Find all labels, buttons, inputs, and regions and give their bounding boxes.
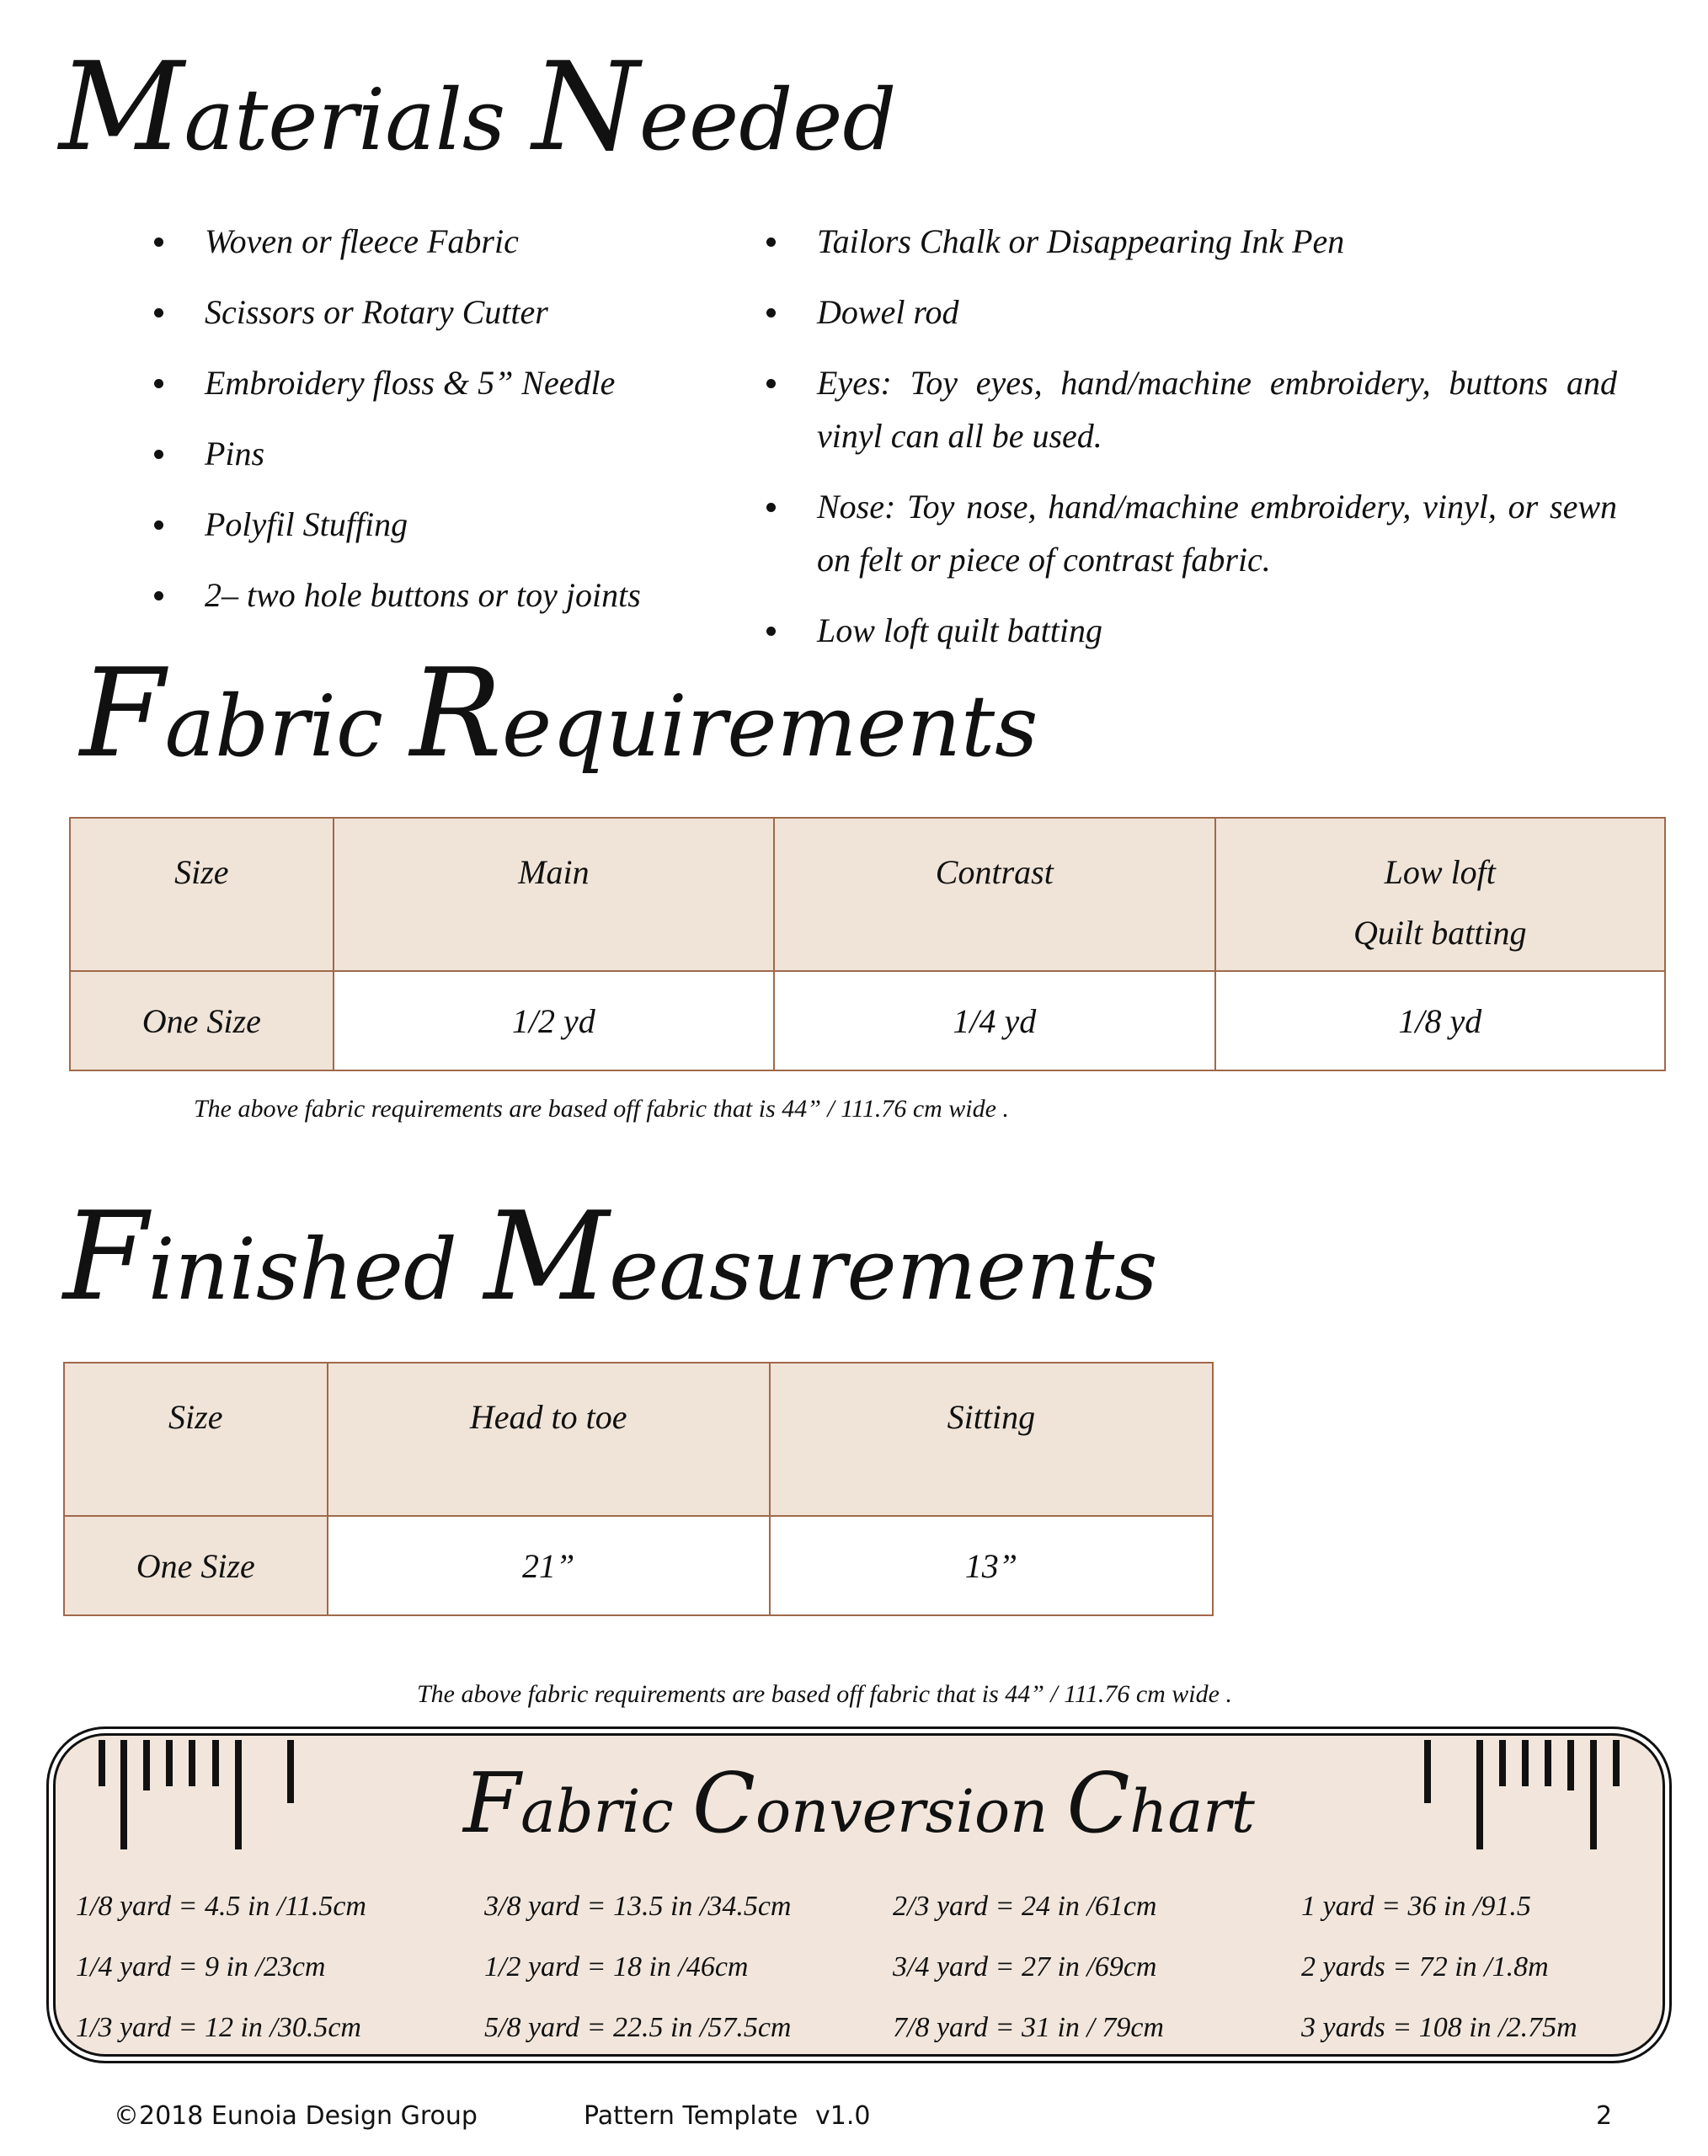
header-sitting: Sitting	[770, 1363, 1213, 1516]
materials-title: Materials Needed	[59, 36, 897, 179]
fabric-note: The above fabric requirements are based off fabric that is 44” / 111.76 cm wide .	[194, 1095, 1009, 1123]
header-head-to-toe: Head to toe	[328, 1363, 770, 1516]
header-batting-line2: Quilt batting	[1353, 914, 1527, 952]
list-item: Woven or fleece Fabric	[154, 215, 693, 268]
table-header-row	[70, 818, 1665, 971]
conversion-entry: 1 yard = 36 in /91.5	[1301, 1891, 1531, 1922]
conversion-entry: 3/4 yard = 27 in /69cm	[893, 1951, 1157, 1983]
cell-head-to-toe: 21”	[328, 1516, 770, 1615]
conversion-column	[1301, 1876, 1577, 2058]
conversion-column	[484, 1876, 792, 2058]
conversion-entry: 1/8 yard = 4.5 in /11.5cm	[76, 1891, 366, 1922]
list-item: Eyes: Toy eyes, hand/machine embroidery, buttons and vinyl can all be used.	[766, 356, 1617, 462]
list-item: Tailors Chalk or Disappearing Ink Pen	[766, 215, 1617, 268]
row-size: One Size	[70, 971, 334, 1070]
footer-copyright: ©2018 Eunoia Design Group	[114, 2101, 478, 2131]
header-size: Size	[64, 1363, 328, 1516]
cell-contrast: 1/4 yd	[774, 971, 1214, 1070]
header-batting	[1215, 818, 1665, 971]
list-item: Dowel rod	[766, 286, 1617, 339]
list-item: Nose: Toy nose, hand/machine embroidery, vinyl, or sewn on felt or piece of contrast fabric.	[766, 480, 1617, 586]
footer-template: Pattern Template	[584, 2101, 798, 2131]
conversion-entry: 1/3 yard = 12 in /30.5cm	[76, 2012, 361, 2043]
header-size: Size	[70, 818, 334, 971]
conversion-chart-box	[46, 1726, 1672, 2063]
finished-note: The above fabric requirements are based off fabric that is 44” / 111.76 cm wide .	[417, 1680, 1232, 1708]
cell-batting: 1/8 yd	[1215, 971, 1665, 1070]
fabric-requirements-table	[69, 817, 1666, 1071]
conversion-chart-title: Fabric Conversion Chart	[463, 1756, 1255, 1852]
page-footer	[0, 2101, 1708, 2143]
header-main: Main	[334, 818, 774, 971]
header-batting-line1: Low loft	[1384, 853, 1496, 891]
table-header-row	[64, 1363, 1213, 1516]
cell-main: 1/2 yd	[334, 971, 774, 1070]
page-number: 2	[1596, 2101, 1613, 2131]
table-row	[64, 1516, 1213, 1615]
list-item: Scissors or Rotary Cutter	[154, 286, 693, 339]
footer-version: v1.0	[815, 2101, 871, 2131]
conversion-entry: 5/8 yard = 22.5 in /57.5cm	[484, 2012, 792, 2043]
header-contrast: Contrast	[774, 818, 1214, 971]
conversion-column	[76, 1876, 366, 2058]
fabric-requirements-title: Fabric Requirements	[80, 643, 1038, 785]
conversion-entry: 1/2 yard = 18 in /46cm	[484, 1951, 749, 1983]
conversion-entry: 7/8 yard = 31 in / 79cm	[893, 2012, 1164, 2043]
list-item: Low loft quilt batting	[766, 604, 1617, 657]
list-item: 2– two hole buttons or toy joints	[154, 568, 693, 622]
finished-measurements-table	[63, 1362, 1214, 1616]
list-item: Polyfil Stuffing	[154, 498, 693, 551]
conversion-entry: 3 yards = 108 in /2.75m	[1301, 2012, 1577, 2043]
finished-measurements-title: Finished Measurements	[63, 1186, 1158, 1328]
list-item: Pins	[154, 427, 693, 480]
table-row	[70, 971, 1665, 1070]
list-item: Embroidery floss & 5” Needle	[154, 356, 693, 409]
conversion-entry: 3/8 yard = 13.5 in /34.5cm	[484, 1891, 792, 1922]
conversion-column	[893, 1876, 1164, 2058]
row-size: One Size	[64, 1516, 328, 1615]
materials-list-left	[154, 215, 693, 639]
conversion-entry: 2 yards = 72 in /1.8m	[1301, 1951, 1549, 1983]
conversion-entry: 1/4 yard = 9 in /23cm	[76, 1951, 326, 1983]
materials-list-right	[766, 215, 1617, 675]
conversion-entry: 2/3 yard = 24 in /61cm	[893, 1891, 1157, 1922]
cell-sitting: 13”	[770, 1516, 1213, 1615]
